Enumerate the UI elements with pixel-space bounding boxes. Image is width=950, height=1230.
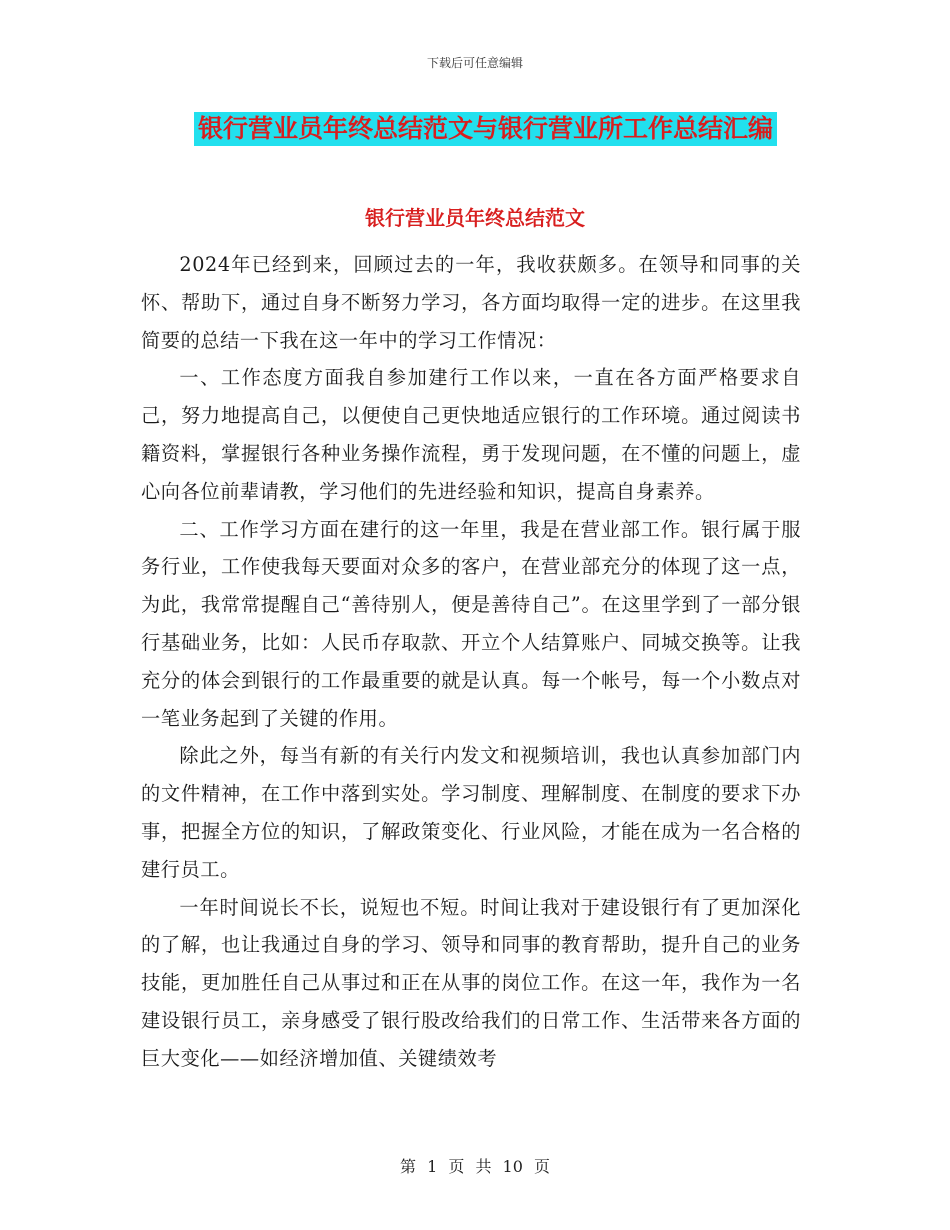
- page-number-footer: 第 1 页 共 10 页: [400, 1157, 550, 1176]
- section-title: 银行营业员年终总结范文: [365, 206, 585, 230]
- header-note: 下载后可任意编辑: [426, 56, 523, 70]
- paragraph: 二、工作学习方面在建行的这一年里，我是在营业部工作。银行属于服务行业，工作使我每天要面对众多的客户，在营业部充分的体现了这一点，为此，我常常提醒自己“善待别人，便是善待自己”。在这里学到了一部分银行基础业务，比如：人民币存取款、开立个人结算账户、同城交换等。让我充分的体会到银行的工作最重要的就是认真。每一个帐号，每一个小数点对一笔业务起到了关键的作用。: [141, 517, 801, 730]
- document-body: [141, 246, 801, 1078]
- paragraph: 2024年已经到来，回顾过去的一年，我收获颇多。在领导和同事的关怀、帮助下，通过自身不断努力学习，各方面均取得一定的进步。在这里我简要的总结一下我在这一年中的学习工作情况：: [141, 253, 801, 352]
- paragraph: 除此之外，每当有新的有关行内发文和视频培训，我也认真参加部门内的文件精神，在工作中落到实处。学习制度、理解制度、在制度的要求下办事，把握全方位的知识，了解政策变化、行业风险，才能在成为一名合格的建行员工。: [141, 744, 801, 881]
- paragraph: 一年时间说长不长，说短也不短。时间让我对于建设银行有了更加深化的了解，也让我通过自身的学习、领导和同事的教育帮助，提升自己的业务技能，更加胜任自己从事过和正在从事的岗位工作。在这一年，我作为一名建设银行员工，亲身感受了银行股改给我们的日常工作、生活带来各方面的巨大变化——如经济增加值、关键绩效考: [141, 895, 801, 1070]
- document-main-title: 银行营业员年终总结范文与银行营业所工作总结汇编: [194, 112, 777, 146]
- paragraph: 一、工作态度方面我自参加建行工作以来，一直在各方面严格要求自己，努力地提高自己，以便使自己更快地适应银行的工作环境。通过阅读书籍资料，掌握银行各种业务操作流程，勇于发现问题，在不懂的问题上，虚心向各位前辈请教，学习他们的先进经验和知识，提高自身素养。: [141, 366, 801, 503]
